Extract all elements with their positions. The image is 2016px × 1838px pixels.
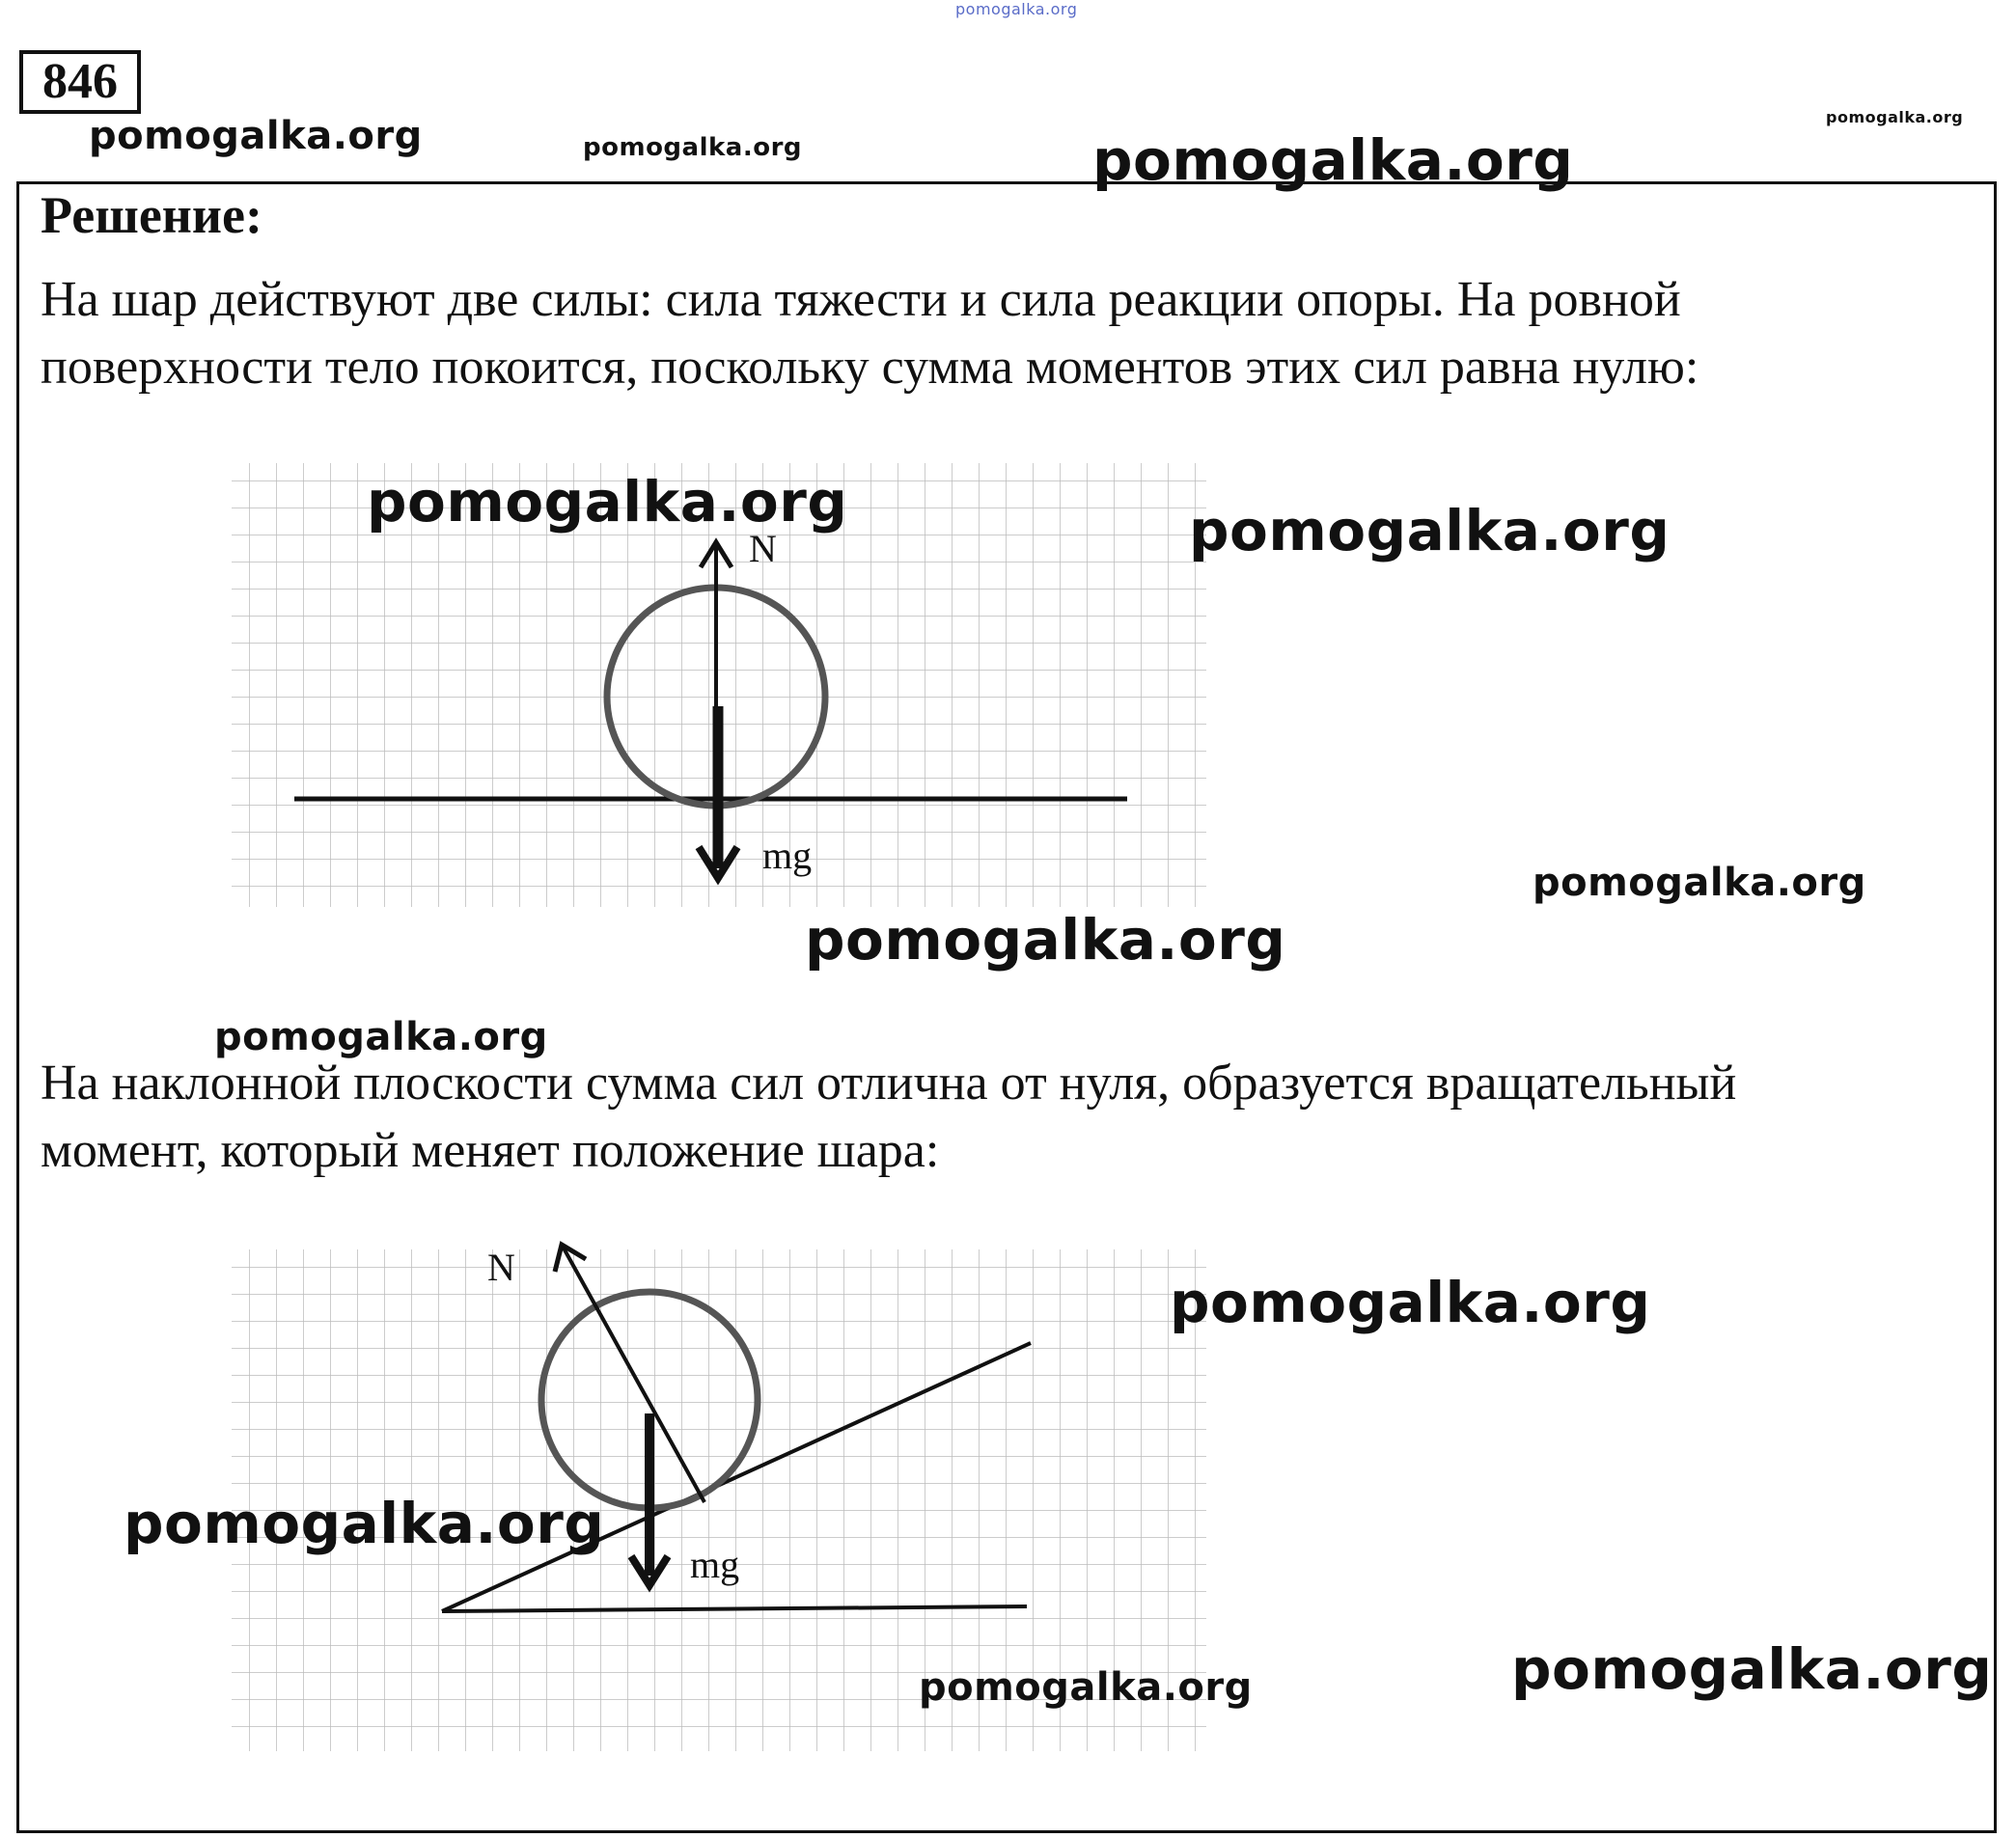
watermark: pomogalka.org — [1170, 1270, 1651, 1335]
paragraph-1-line-2: поверхности тело покоится, поскольку сумма моментов этих сил равна нулю: — [41, 340, 1699, 395]
watermark: pomogalka.org — [1189, 498, 1671, 563]
label-normal: N — [749, 527, 777, 570]
watermark: pomogalka.org — [919, 1665, 1253, 1710]
watermark: pomogalka.org — [583, 133, 803, 162]
watermark: pomogalka.org — [214, 1015, 548, 1059]
watermark: pomogalka.org — [1826, 108, 1964, 126]
paragraph-2-line-1: На наклонной плоскости сумма сил отлична от нуля, образуется вращательный — [41, 1056, 1737, 1111]
label-gravity: mg — [690, 1543, 740, 1586]
watermark: pomogalka.org — [1511, 1636, 1993, 1702]
paragraph-2-line-2: момент, который меняет положение шара: — [41, 1123, 940, 1178]
watermark: pomogalka.org — [1533, 861, 1866, 905]
label-gravity: mg — [762, 834, 813, 877]
paragraph-1-line-1: На шар действуют две силы: сила тяжести и сила реакции опоры. На ровной — [41, 272, 1681, 327]
solution-heading: Решение: — [41, 186, 262, 244]
problem-number: 846 — [19, 50, 141, 114]
watermark-top: pomogalka.org — [955, 0, 1078, 18]
watermark: pomogalka.org — [367, 469, 848, 535]
watermark: pomogalka.org — [1092, 127, 1574, 193]
watermark: pomogalka.org — [805, 907, 1286, 973]
label-normal: N — [487, 1246, 515, 1289]
watermark: pomogalka.org — [124, 1491, 605, 1556]
watermark: pomogalka.org — [89, 114, 423, 158]
